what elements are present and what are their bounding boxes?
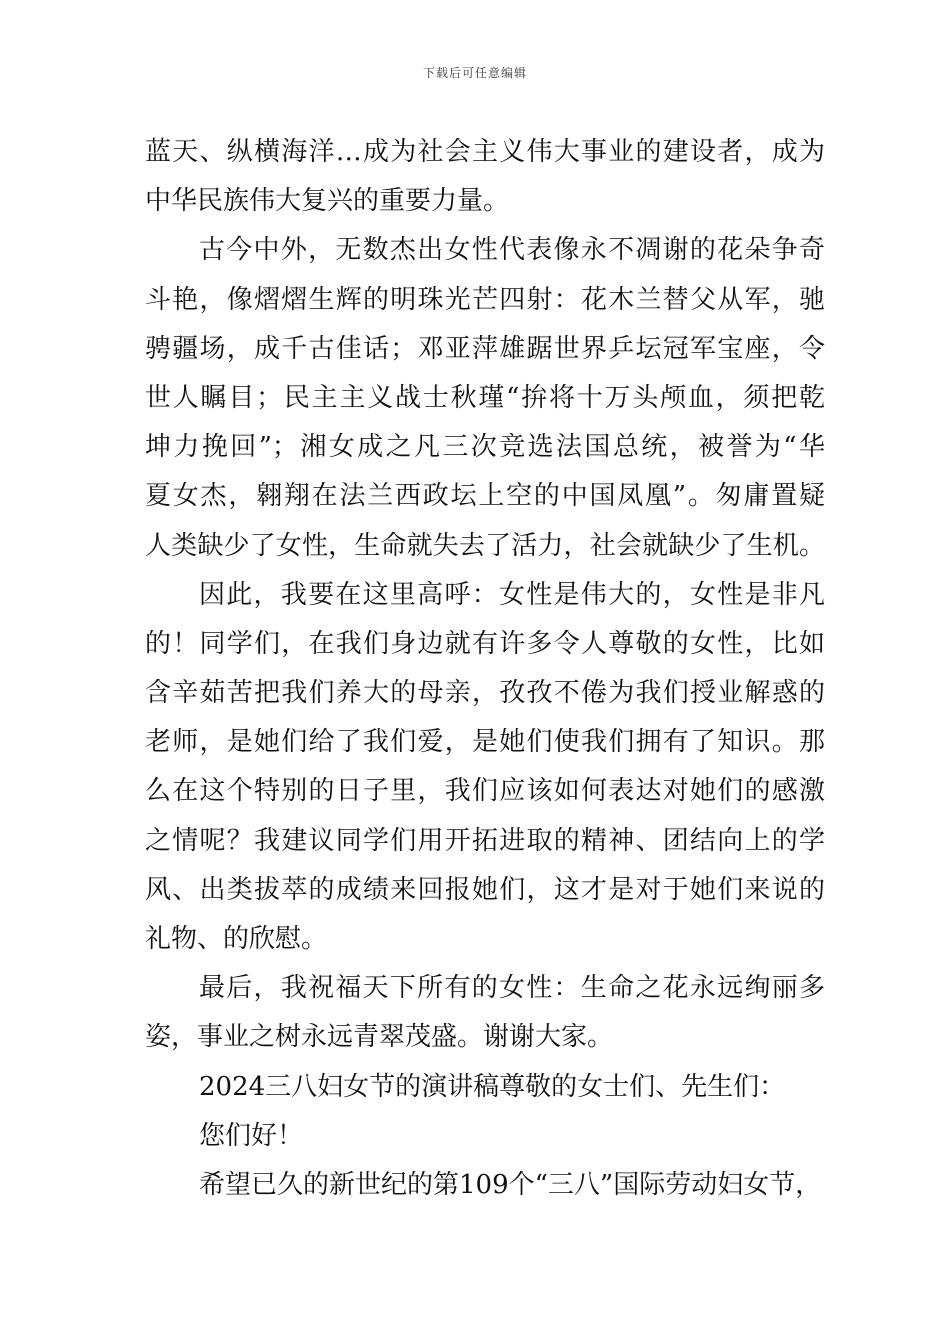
text-line: 希望已久的新世纪的第109个“三八”国际劳动妇女节，: [199, 1169, 822, 1200]
text-line: 么在这个特别的日子里，我们应该如何表达对她们的感激: [145, 776, 825, 807]
text-line: 含辛茹苦把我们养大的母亲，孜孜不倦为我们授业解惑的: [145, 678, 825, 709]
text-line: 中华民族伟大复兴的重要力量。: [145, 186, 510, 217]
text-line: 您们好！: [199, 1120, 304, 1151]
text-line: 人类缺少了女性，生命就失去了活力，社会就缺少了生机。: [145, 530, 825, 561]
page-header: 下载后可任意编辑: [422, 66, 527, 80]
text-line: 古今中外，无数杰出女性代表像永不凋谢的花朵争奇: [199, 235, 825, 266]
text-line: 坤力挽回”；湘女成之凡三次竞选法国总统，被誉为“华: [145, 432, 825, 463]
text-line: 姿，事业之树永远青翠茂盛。谢谢大家。: [145, 1022, 614, 1053]
text-line: 蓝天、纵横海洋…成为社会主义伟大事业的建设者，成为: [145, 137, 825, 167]
text-line: 斗艳，像熠熠生辉的明珠光芒四射：花木兰替父从军，驰: [145, 284, 825, 315]
text-line: 风、出类拔萃的成绩来回报她们，这才是对于她们来说的: [145, 874, 825, 905]
text-line: 最后，我祝福天下所有的女性：生命之花永远绚丽多: [199, 973, 825, 1004]
text-line: 骋疆场，成千古佳话；邓亚萍雄踞世界乒坛冠军宝座，令: [145, 333, 825, 364]
text-line: 夏女杰，翱翔在法兰西政坛上空的中国凤凰”。匆庸置疑: [145, 481, 825, 512]
text-line: 礼物、的欣慰。: [145, 924, 328, 954]
text-line: 的！同学们，在我们身边就有许多令人尊敬的女性，比如: [145, 628, 825, 659]
text-line: 因此，我要在这里高呼：女性是伟大的，女性是非凡: [199, 579, 825, 610]
text-line: 2024三八妇女节的演讲稿尊敬的女士们、先生们：: [199, 1071, 786, 1102]
text-line: 世人瞩目；民主主义战士秋瑾“拚将十万头颅血，须把乾: [145, 382, 825, 413]
document-body: [145, 128, 825, 1210]
text-line: 老师，是她们给了我们爱，是她们使我们拥有了知识。那: [145, 727, 825, 758]
text-line: 之情呢？我建议同学们用开拓进取的精神、团结向上的学: [145, 825, 825, 856]
